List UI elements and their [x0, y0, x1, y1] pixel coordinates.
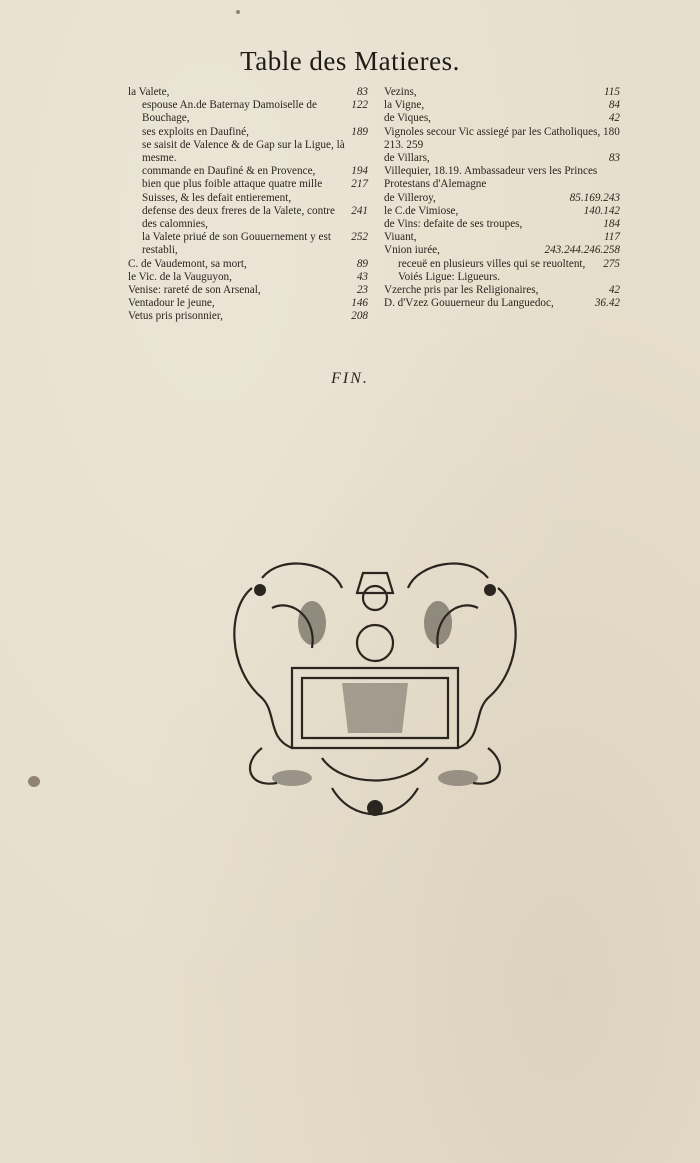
index-entry: [384, 152, 620, 165]
entry-text: Viuant,: [384, 231, 417, 244]
entry-text: Vzerche pris par les Religionaires,: [384, 284, 539, 297]
entry-text: la Valete priué de son Gouuernement y est restabli,: [142, 231, 331, 257]
entry-text: Vetus pris prisonnier,: [128, 310, 223, 323]
index-entry: [384, 165, 620, 191]
page-number: 43: [356, 270, 368, 283]
index-column-left: [128, 86, 368, 324]
index-entry: [128, 139, 368, 165]
page-title: Table des Matieres.: [240, 46, 460, 76]
index-entry: [384, 126, 620, 152]
index-entry: [128, 258, 368, 271]
index-entry: [384, 99, 620, 112]
ink-spot: [28, 776, 40, 787]
entry-text: la Vigne,: [384, 99, 425, 112]
woodcut-ornament: [222, 548, 528, 832]
page-number: 83: [608, 152, 620, 165]
entry-text: la Valete,: [128, 86, 170, 98]
index-entry: [384, 271, 620, 284]
entry-text: espouse An.de Baternay Damoiselle de Bouchage,: [142, 99, 317, 125]
index-entry: [128, 231, 368, 257]
entry-text: de Villars,: [384, 152, 430, 165]
ink-spot: [236, 10, 240, 14]
index-entry: [128, 297, 368, 310]
entry-text: bien que plus foible attaque quatre mille Suisses, & les defait entierement,: [142, 178, 323, 204]
page-number: 23: [356, 284, 368, 297]
page-number: 42: [608, 112, 620, 125]
index-entry: [128, 205, 368, 231]
page-number: 42: [608, 284, 620, 297]
entry-text: de Viques,: [384, 112, 431, 125]
index-entry: [128, 284, 368, 297]
fin-marker: FIN.: [331, 370, 369, 387]
index-entry: [384, 258, 620, 271]
index-entry: [128, 86, 368, 99]
index-entry: [384, 284, 620, 297]
page-number: 85.169.243: [569, 191, 620, 204]
entry-text: de Vins: defaite de ses troupes,: [384, 218, 523, 231]
page-number: 36.42: [594, 297, 620, 310]
page-number: 122: [351, 99, 368, 112]
entry-text: ses exploits en Daufiné,: [142, 125, 249, 138]
page-number: 140.142: [583, 204, 620, 217]
page-number: 115: [604, 86, 620, 98]
entry-text: Vezins,: [384, 86, 417, 98]
entry-text: Vnion iurée,: [384, 244, 440, 257]
entry-text: C. de Vaudemont, sa mort,: [128, 257, 247, 270]
index-entry: [384, 231, 620, 244]
page-number: 83: [356, 86, 368, 98]
entry-text: defense des deux freres de la Valete, contre des calomnies,: [142, 204, 335, 231]
page-number: 275: [603, 257, 620, 270]
entry-text: Ventadour le jeune,: [128, 297, 215, 310]
index-entry: [128, 165, 368, 178]
index-entry: [128, 99, 368, 125]
entry-text: le Vic. de la Vauguyon,: [128, 270, 232, 283]
page-number: 194: [351, 165, 368, 178]
page-number: 117: [604, 231, 620, 244]
entry-text: Venise: rareté de son Arsenal,: [128, 284, 261, 297]
entry-text: le C.de Vimiose,: [384, 204, 459, 217]
page-number: 89: [356, 257, 368, 270]
index-entry: [384, 205, 620, 218]
entry-text: receuë en plusieurs villes qui se reuoltent,: [398, 257, 586, 270]
index-entry: [128, 178, 368, 204]
page-number: 189: [351, 125, 368, 138]
page-number: 184: [603, 218, 620, 231]
index-entry: [128, 271, 368, 284]
page-number: 217: [351, 178, 368, 191]
page-number: 146: [351, 297, 368, 310]
index-column-right: [384, 86, 620, 310]
page-number: 243.244.246.258: [544, 244, 620, 257]
index-entry: [128, 310, 368, 323]
index-entry: [128, 126, 368, 139]
page-number: 252: [351, 231, 368, 244]
index-entry: [384, 192, 620, 205]
entry-text: Vignoles secour Vic assiegé par les Catholiques, 180 213. 259: [384, 125, 620, 151]
entry-text: D. d'Vzez Gouuerneur du Languedoc,: [384, 297, 554, 310]
index-entry: [384, 244, 620, 257]
index-entry: [384, 112, 620, 125]
entry-text: Voiés Ligue: Ligueurs.: [398, 270, 501, 283]
index-entry: [384, 86, 620, 99]
index-entry: [384, 297, 620, 310]
page-number: 208: [351, 310, 368, 323]
page-number: 241: [351, 204, 368, 217]
index-entry: [384, 218, 620, 231]
entry-text: se saisit de Valence & de Gap sur la Ligue, là mesme.: [142, 138, 345, 165]
entry-text: Villequier, 18.19. Ambassadeur vers les Princes Protestans d'Alemagne: [384, 165, 598, 191]
entry-text: commande en Daufiné & en Provence,: [142, 165, 316, 178]
entry-text: de Villeroy,: [384, 191, 436, 204]
page-number: 84: [608, 99, 620, 112]
